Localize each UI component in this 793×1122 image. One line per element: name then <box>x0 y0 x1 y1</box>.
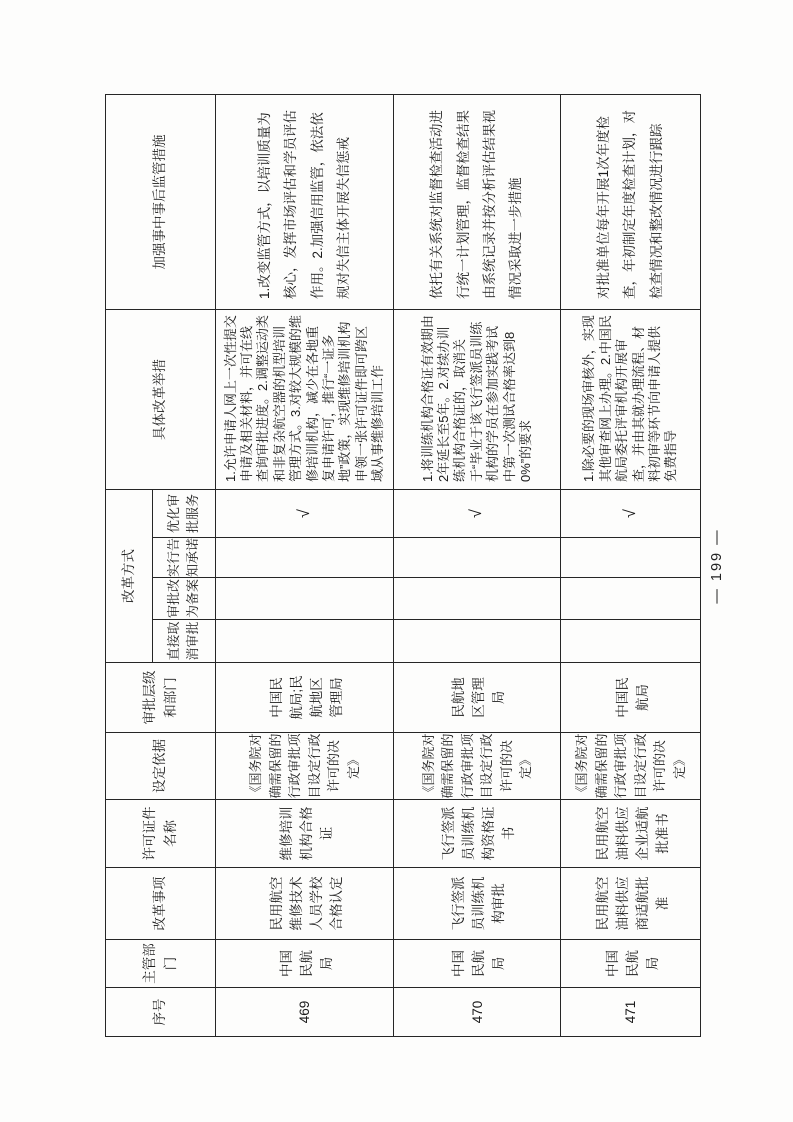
header-serial: 序号 <box>106 988 216 1037</box>
cell-approval-level: 中国民航局;民航地区管理局 <box>216 663 394 733</box>
cell-serial: 471 <box>561 988 701 1037</box>
cell-department: 中国民航局 <box>394 940 561 988</box>
cell-method-optimize-checkmark: √ <box>394 490 561 538</box>
header-method-filing: 审批改为备案 <box>153 578 216 620</box>
cell-department: 中国民航局 <box>561 940 701 988</box>
cell-license-name: 维修培训机构合格证 <box>216 800 394 868</box>
cell-method-cancel <box>394 620 561 663</box>
cell-measures: 1.除必要的现场审核外，实现其他审查网上办理。2.中国民航局委托评审机构开展审查，并由其就办理流程、材料初审等环节向申请人提供免费指导 <box>561 310 701 490</box>
cell-reform-item: 民用航空维修技术人员学校合格认定 <box>216 868 394 940</box>
header-basis: 设定依据 <box>106 733 216 800</box>
cell-measures: 1.允许申请人网上一次性提交申请及相关材料，并可在线查询审批进度。2.调整运动类和非复杂航空器的机型培训管理方式。3.对较大规模的维修培训机构，减少在各地重复申请许可，推行“一证多地”政策，实现维修培训机构申领一张许可证件即可跨区域从事维修培训工作 <box>216 310 394 490</box>
cell-supervision: 1.改变监管方式，以培训质量为核心，发挥市场评估和学员评估作用。2.加强信用监管，依法依规对失信主体开展失信惩戒 <box>216 95 394 310</box>
cell-supervision: 依托有关系统对监督检查活动进行统一计划管理，监督检查结果由系统记录并按分析评估结果视情况采取进一步措施 <box>394 95 561 310</box>
rotated-table-area <box>105 95 755 1037</box>
cell-method-notify <box>216 538 394 578</box>
header-method-optimize: 优化审批服务 <box>153 490 216 538</box>
cell-approval-level: 民航地区管理局 <box>394 663 561 733</box>
cell-method-cancel <box>216 620 394 663</box>
cell-basis: 《国务院对确需保留的行政审批项目设定行政许可的决定》 <box>561 733 701 800</box>
cell-license-name: 飞行签派员训练机构资格证书 <box>394 800 561 868</box>
cell-method-cancel <box>561 620 701 663</box>
cell-measures: 1.将训练机构合格证有效期由2年延长至5年。2.对续办训练机构合格证的，取消关于“毕业于该飞行签派员训练机构的学员在参加实践考试中第一次测试合格率达到80%”的要求 <box>394 310 561 490</box>
page-number: — 199 — <box>709 528 725 604</box>
header-department: 主管部门 <box>106 940 216 988</box>
cell-method-filing <box>216 578 394 620</box>
header-supervision: 加强事中事后监管措施 <box>106 95 216 310</box>
cell-department: 中国民航局 <box>216 940 394 988</box>
table-row-469 <box>216 95 394 1037</box>
cell-serial: 470 <box>394 988 561 1037</box>
table-row-471 <box>561 95 701 1037</box>
cell-reform-item: 民用航空油料供应商适航批准 <box>561 868 701 940</box>
cell-supervision: 对批准单位每年开展1次年度检查，年初制定年度检查计划，对检查情况和整改情况进行跟踪 <box>561 95 701 310</box>
cell-basis: 《国务院对确需保留的行政审批项目设定行政许可的决定》 <box>394 733 561 800</box>
header-method-cancel: 直接取消审批 <box>153 620 216 663</box>
header-approval-level: 审批层级和部门 <box>106 663 216 733</box>
header-measures: 具体改革举措 <box>106 310 216 490</box>
header-method-notify: 实行告知承诺 <box>153 538 216 578</box>
cell-basis: 《国务院对确需保留的行政审批项目设定行政许可的决定》 <box>216 733 394 800</box>
cell-method-notify <box>394 538 561 578</box>
cell-license-name: 民用航空油料供应企业适航批准书 <box>561 800 701 868</box>
header-license-name: 许可证件名称 <box>106 800 216 868</box>
cell-reform-item: 飞行签派员训练机构审批 <box>394 868 561 940</box>
cell-serial: 469 <box>216 988 394 1037</box>
table-row-470 <box>394 95 561 1037</box>
cell-method-filing <box>561 578 701 620</box>
cell-method-optimize-checkmark: √ <box>216 490 394 538</box>
reform-items-table <box>105 94 701 1037</box>
cell-approval-level: 中国民航局 <box>561 663 701 733</box>
cell-method-notify <box>561 538 701 578</box>
cell-method-filing <box>394 578 561 620</box>
header-reform-item: 改革事项 <box>106 868 216 940</box>
header-reform-method: 改革方式 <box>106 490 153 663</box>
cell-method-optimize-checkmark: √ <box>561 490 701 538</box>
